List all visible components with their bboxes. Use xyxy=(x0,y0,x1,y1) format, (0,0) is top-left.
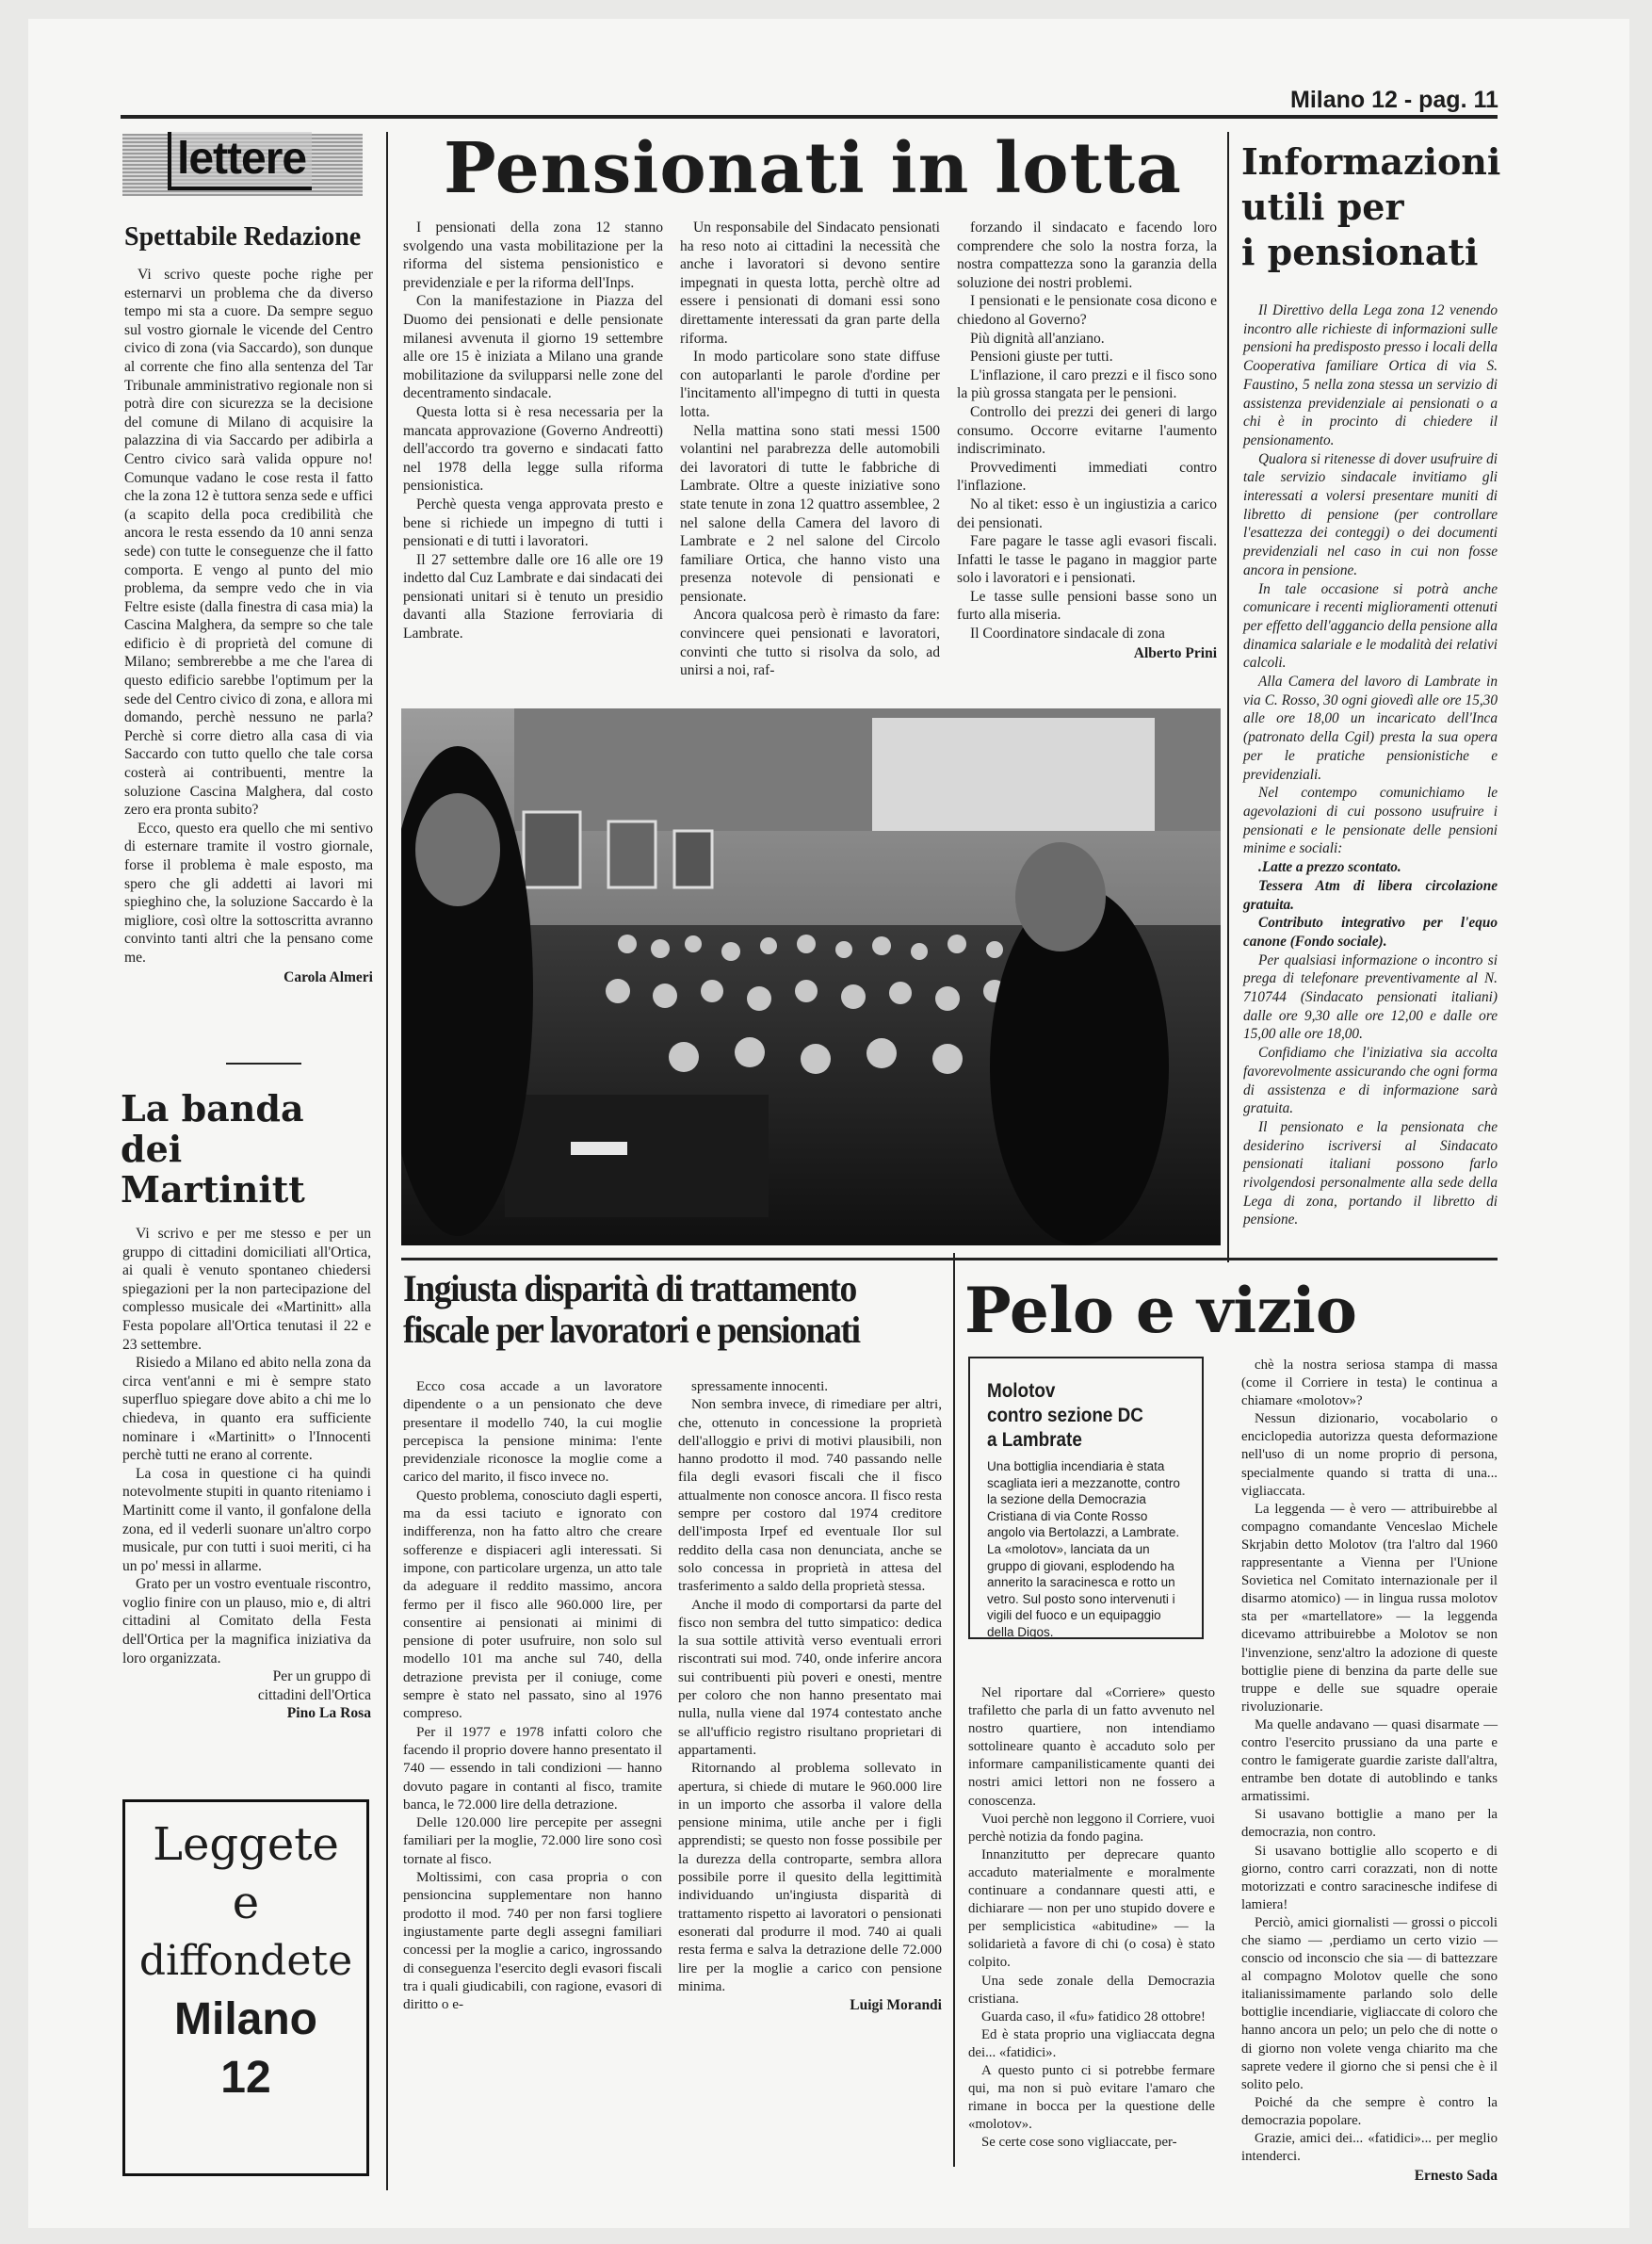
letter-paragraph: La cosa in questione ci ha quindi notevolmente stupiti in quanto riteniamo i Martinitt come il vanto, il gonfalone della zona, ed il vederli suonare un'altro corpo musicale, pur con tutti i suoi meriti, ci ha un po' messi in allarme. xyxy=(122,1465,371,1574)
info-body xyxy=(1243,301,1498,1229)
column-rule xyxy=(953,1253,955,2167)
clipping-title xyxy=(987,1379,1167,1453)
article-paragraph: Più dignità all'anziano. xyxy=(970,330,1105,347)
letter-paragraph: Vi scrivo queste poche righe per esternarvi un problema che da diverso tempo mi sta a cuore. Da sempre seguo sul vostro giornale le vicende del Centro civico di zona (via Saccardo), son dunque al corrente che fino alla sentenza del Tar Tribunale amministrativo regionale non si potrà dire con sicurezza se la decisione del comune di Milano di acquisire la palazzina di via Saccardo per adibirla a Centro civico sarà valida oppure no! Comunque vadano le cose resta il fatto che la zona 12 è tuttora senza sede e uffici (a scapito della poca credibilità che ancora le resta essendo da 10 anni senza sede) con tutte le conseguenze che il fatto comporta. E vengo al punto del mio problema, da sempre vedo che in via Feltre esiste (dalla finestra di casa mia) la Cascina Malghera, da sempre so che tale edificio è di proprietà del comune di Milano; sembrerebbe a me che l'area di questo edificio sarebbe l'optimum per la sede del Centro civico di zona, e allora mi domando, perchè nessuno ne parla? Perchè si corre dietro alla casa di via Saccardo con tutto quello che tale corsa costerà ai contribuenti, mentre la soluzione Cascina Malghera, dal costo zero era pronta subito? xyxy=(124,267,373,819)
article-signature: Luigi Morandi xyxy=(850,1997,942,2014)
article-paragraph: Nella mattina sono stati messi 1500 volantini nel parabrezza delle automobili dei lavoratori di tutte le fabbriche di Lambrate. Oltre a queste iniziative sono state tenute in zona 12 quattro assemblee, 2 nel salone della Camera del lavoro di Lambrate e 2 nel salone del Circolo familiare Ortica, che hanno visto una presenza notevole di pensionati e pensionate. xyxy=(680,422,940,605)
article-paragraph: Grazie, amici dei... «fatidici»... per meglio intenderci. xyxy=(1241,2131,1498,2165)
letter-paragraph: Risiedo a Milano ed abito nella zona da circa vent'anni e mi è sempre stato superfluo spiegare dove abito a chi me lo chiedeva, in quanto era sufficiente nominare i «Martinitt» o l'Innocenti perchè tutti ne erano al corrente. xyxy=(122,1355,371,1464)
article-column xyxy=(403,1377,662,2013)
article-paragraph: I pensionati e le pensionate cosa dicono e chiedono al Governo? xyxy=(957,293,1217,328)
article-paragraph: Poiché da che sempre è contro la democrazia popolare. xyxy=(1241,2094,1498,2128)
promo-line: e xyxy=(232,1877,260,1929)
clipping-title-line: a Lambrate xyxy=(987,1429,1082,1451)
article-paragraph: Ancora qualcosa però è rimasto da fare: convincere quei pensionati e lavoratori, convinti che tutto si risolva da solo, ad unirsi a noi, raf- xyxy=(680,607,940,679)
article-paragraph: Controllo dei prezzi dei generi di largo consumo. Occorre evitarne l'aumento indiscriminato. xyxy=(957,403,1217,458)
article-paragraph: Si usavano bottiglie allo scoperto e di giorno, contro carri corazzati, non di notte motorizzati e contro saracinesche indifese di lamiera! xyxy=(1241,1843,1498,1912)
headline-line: Ingiusta disparità di trattamento xyxy=(403,1267,856,1309)
headline-line: fiscale per lavoratori e pensionati xyxy=(403,1309,860,1351)
article-paragraph: L'inflazione, il caro prezzi e il fisco sono la più grossa stangata per le pensioni. xyxy=(957,366,1217,402)
info-benefit: .Latte a prezzo scontato. xyxy=(1258,859,1401,876)
info-paragraph: Qualora si ritenesse di dover usufruire di tale servizio sindacale invitiamo gli interessati a volersi presentare muniti di libretto di pensione (per controllare l'esattezza dei conteggi) o dei documenti previdenziali nel caso in cui non fosse ancora in pensione. xyxy=(1243,450,1498,578)
article-paragraph: Anche il modo di comportarsi da parte del fisco non sembra del tutto simpatico: dedica la sua sottile attività verso eventuali errori riscontrati sui mod. 740, onde inferire ancora sui contribuenti più poveri e onesti, mentre per coloro che non hanno presentato mai nulla, nulla viene dal 1974 contestato anche se all'ufficio registro risultano proprietari di appartamenti. xyxy=(678,1596,942,1758)
article-paragraph: Con la manifestazione in Piazza del Duomo dei pensionati e delle pensionate milanesi avvenuta il giorno 19 settembre alle ore 15 è iniziata a Milano una grande mobilitazione da svilupparsi nelle zone del decentramento sindacale. xyxy=(403,293,663,402)
article-paragraph: Delle 120.000 lire percepite per assegni familiari per la moglie, 72.000 lire sono così tornate al fisco. xyxy=(403,1814,662,1867)
info-paragraph: Il pensionato e la pensionata che desiderino iscriversi al Sindacato pensionati italiani possono farlo rivolgendosi personalmente alla sede della Lega di zona, portando il libretto di pensione. xyxy=(1243,1118,1498,1228)
divider xyxy=(226,1063,301,1065)
article-paragraph: Provvedimenti immediati contro l'inflazione. xyxy=(957,459,1217,495)
headline-line: utili per xyxy=(1241,186,1404,228)
article-paragraph: Non sembra invece, di rimediare per altri, che, ottenuto in concessione la proprietà dell'alloggio e privi di motivi plausibili, non hanno prodotto il mod. 740 passando nelle fila degli evasori fiscali che il fisco attualmente non conosce ancora. Il fisco resta sempre per costoro dal 1974 creditore dell'imposta Irpef ed eventuale Ilor sul reddito della casa non denunciata, anche se solo concessa in proprietà in attesa del trasferimento a saldo della proprietà stessa. xyxy=(678,1396,942,1595)
article-paragraph: Perciò, amici giornalisti — grossi o piccoli che siamo — ,perdiamo un certo vizio — conscio od inconscio che sia — di battezzare al compagno Molotov quelle che sono italianissimamente parlando solo delle bottiglie incendiarie, vigliaccate di coloro che hanno ancora un pelo; un pelo che di notte o di giorno non volete venga chiarito ma che saprete vedere il giorno che si pensi che è il solito pelo. xyxy=(1241,1914,1498,2092)
article-paragraph: Il Coordinatore sindacale di zona xyxy=(970,626,1165,642)
header-rule xyxy=(121,115,1498,119)
article-column xyxy=(680,219,940,680)
article-paragraph: Moltissimi, con casa propria o con pensioncina supplementare non hanno prodotto il mod. 740 per non farsi togliere ingiustamente parte degli assegni familiari concessi per la moglie a carico, ingrossando di conseguenza l'esercito degli evasori fiscali tra i quali giudicabili, con ragione, evasori di diritto o e- xyxy=(403,1869,662,2013)
news-clipping xyxy=(968,1357,1204,1639)
article-paragraph: Il 27 settembre dalle ore 16 alle ore 19 indetto dal Cuz Lambrate e dai sindacati dei pensionati unitari si è tenuto un presidio davanti alla Stazione ferroviaria di Lambrate. xyxy=(403,551,663,642)
info-paragraph: Alla Camera del lavoro di Lambrate in via C. Rosso, 30 ogni giovedì alle ore 15,30 alle ore 18,00 un incaricato dell'Inca (patronato della Cgil) presta la sua opera per le pratiche pensionistiche e previdenziali. xyxy=(1243,674,1498,783)
headline-line: Informazioni xyxy=(1241,140,1501,183)
info-paragraph: Il Direttivo della Lega zona 12 venendo incontro alle richieste di informazioni sulle pensioni ha predisposto presso i locali della Cooperativa familiare Ortica di via S. Faustino, 5 nella zona stessa un servizio di assistenza previdenziale ai pensionati o a chi è in procinto di chiedere il pensionamento. xyxy=(1243,302,1498,448)
clipping-body: Una bottiglia incendiaria è stata scagliata ieri a mezzanotte, contro la sezione della Democrazia Cristiana di via Conte Rosso angolo via Bertolazzi, a Lambrate. La «molotov», lanciata da un gruppo di giovani, esplodendo ha annerito la saracinesca e rotto un vetro. Sul posto sono intervenuti i vigili del fuoco e un equipaggio della Digos. xyxy=(987,1459,1180,1639)
article-paragraph: Fare pagare le tasse agli evasori fiscali. Infatti le tasse le pagano in maggior parte solo i lavoratori e i pensionati. xyxy=(957,533,1217,587)
article-paragraph: Le tasse sulle pensioni basse sono un furto alla miseria. xyxy=(957,588,1217,624)
article-paragraph: Questa lotta si è resa necessaria per la mancata approvazione (Governo Andreotti) dell'accordo tra governo e sindacati fatto nel 1978 della legge sulla riforma pensionistica. xyxy=(403,403,663,495)
letter-body xyxy=(124,266,373,986)
article-paragraph: A questo punto ci si potrebbe fermare qui, ma non si può evitare l'amaro che rimane in bocca per la questione delle «molotov». xyxy=(968,2062,1215,2133)
article-column xyxy=(1241,1357,1498,2185)
article-paragraph: spressamente innocenti. xyxy=(691,1378,829,1394)
promo-line: diffondete xyxy=(138,1937,353,1985)
letter-signature: Pino La Rosa xyxy=(286,1705,371,1722)
info-paragraph: Nel contempo comunichiamo le agevolazioni di cui possono usufruire i pensionati e le pensionate delle pensioni minime e sociali: xyxy=(1243,785,1498,857)
article-paragraph: Questo problema, conosciuto dagli esperti, ma da essi taciuto e ignorato con indifferenza, non ha fatto altro che creare sofferenze e dispiaceri agli interessati. Si impone, con particolare urgenza, un atto tale da adeguare il reddito massimo, ancora fermo per il fisco alle 960.000 lire, per consentire ai pensionati ai minimi di pensione di poter usufruire, non solo sul modello 101 ma anche sul 740, della detrazione prevista per il coniuge, come sempre è stato nel passato, sino al 1976 compreso. xyxy=(403,1487,662,1722)
clipping-title-line: contro sezione DC xyxy=(987,1405,1143,1426)
photo-illustration xyxy=(401,708,1221,1245)
article-signature: Alberto Prini xyxy=(1133,644,1217,661)
info-paragraph: Per qualsiasi informazione o incontro si prega di telefonare preventivamente al N. 710744 (Sindacato pensionati italiani) dalle ore 9,30 alle ore 12,00 e dalle ore 15,00 alle ore 18,00. xyxy=(1243,951,1498,1043)
info-paragraph: Confidiamo che l'iniziativa sia accolta favorevolmente assicurando che ogni forma di assistenza e di informazione sarà gratuita. xyxy=(1243,1045,1498,1117)
promo-line: Milano xyxy=(174,1994,317,2044)
article-paragraph: Guarda caso, il «fu» fatidico 28 ottobre! xyxy=(981,2008,1206,2024)
clipping-title-line: Molotov xyxy=(987,1380,1056,1402)
info-headline xyxy=(1241,139,1501,275)
signature-line: cittadini dell'Ortica xyxy=(257,1686,371,1703)
letter-title: Spettabile Redazione xyxy=(124,222,362,252)
main-headline: Pensionati in lotta xyxy=(444,128,1182,209)
letter-title-text: La banda dei Martinitt xyxy=(121,1087,305,1211)
article-paragraph: Ed è stata proprio una vigliaccata degna dei... «fatidici». xyxy=(968,2026,1215,2060)
promo-line: 12 xyxy=(220,2053,271,2103)
article-column xyxy=(678,1377,942,2014)
info-benefit: Contributo integrativo per l'equo canone (Fondo sociale). xyxy=(1243,915,1498,950)
article-column xyxy=(403,219,663,643)
promo-box xyxy=(122,1799,369,2176)
article-paragraph: chè la nostra seriosa stampa di massa (come il Corriere in testa) le continua a chiamare «molotov»? xyxy=(1241,1358,1498,1409)
letter-paragraph: Ecco, questo era quello che mi sentivo di esternare tramite il vostro giornale, forse il problema è male esposto, ma spero che gli addetti ai lavori mi spieghino che, la soluzione Saccardo è la migliore, così oltre la sottoscritta avranno convinto tanti altri che la pensano come me. xyxy=(124,820,373,966)
article-paragraph: No al tiket: esso è un ingiustizia a carico dei pensionati. xyxy=(957,496,1217,531)
fisc-headline xyxy=(403,1268,916,1351)
section-rule xyxy=(401,1258,1498,1260)
column-rule xyxy=(386,132,388,2190)
article-paragraph: Nel riportare dal «Corriere» questo trafiletto che parla di un fatto avvenuto nel nostro quartiere, non intendiamo sottolineare quanto è accaduto solo per informare campanilisticamente quanti dei nostri amici lettori non ne fossero a conoscenza. xyxy=(968,1685,1215,1809)
article-paragraph: Ritornando al problema sollevato in apertura, si chiede di mutare le 960.000 lire in un importo che assorba il valore della pensione minima, utile anche per i figli apprendisti; se questo non fosse possibile per la durezza della controparte, sembra allora possibile porre il quesito della legittimità individuando un'ingiusta disparità di trattamento rispetto ai lavoratori o pensionati esonerati dal produrre il mod. 740 ai quali resta ferma e salva la detrazione delle 72.000 lire per la moglie a carico con pensione minima. xyxy=(678,1760,942,1994)
info-paragraph: In tale occasione si potrà anche comunicare i recenti miglioramenti ottenuti per effetto dell'aggancio della pensione alla dinamica salariale e le modalità dei relativi calcoli. xyxy=(1243,580,1498,672)
article-column xyxy=(968,1684,1215,2152)
article-paragraph: Se certe cose sono vigliaccate, per- xyxy=(981,2135,1177,2151)
info-benefit: Tessera Atm di libera circolazione gratuita. xyxy=(1243,877,1498,913)
letter-paragraph: Vi scrivo e per me stesso e per un gruppo di cittadini domiciliati all'Ortica, ai quali è venuto spontaneo chiedersi spiegazioni per la non partecipazione del complesso musicale dei «Martinitt» alla Festa popolare all'Ortica tenutasi il 22 e 23 settembre. xyxy=(122,1226,371,1353)
section-tab-label: lettere xyxy=(168,132,312,190)
letter-body xyxy=(122,1225,371,1723)
letter-title xyxy=(121,1088,375,1210)
article-paragraph: Innanzitutto per deprecare quanto accaduto materialmente e moralmente continuare a condannare questi atti, e dichiarare — non per uno stupido dovere e per semplicistica «abitudine» — la solidarietà a favore di chi (o cosa) è stato colpito. xyxy=(968,1846,1215,1971)
signature-line: Per un gruppo di xyxy=(272,1668,371,1685)
article-paragraph: forzando il sindacato e facendo loro comprendere che solo la nostra forza, la nostra compattezza sono la garanzia della soluzione dei nostri problemi. xyxy=(957,220,1217,291)
column-rule xyxy=(1227,132,1229,1262)
article-paragraph: Per il 1977 e 1978 infatti coloro che facendo il proprio dovere hanno presentato il 740 — essendo in tali condizioni — hanno dovuto pagare in contanti al fisco, tramite banca, le 72.000 lire della detrazione. xyxy=(403,1723,662,1813)
article-paragraph: I pensionati della zona 12 stanno svolgendo una vasta mobilitazione per la riforma del sistema pensionistico e previdenziale e per la riforma dell'Inps. xyxy=(403,220,663,291)
article-paragraph: Si usavano bottiglie a mano per la democrazia, non contro. xyxy=(1241,1807,1498,1841)
article-column xyxy=(957,219,1217,662)
article-paragraph: Pensioni giuste per tutti. xyxy=(970,349,1113,366)
page-number-label: Milano 12 - pag. 11 xyxy=(1290,87,1498,113)
article-signature: Ernesto Sada xyxy=(1414,2168,1498,2185)
pelo-headline: Pelo e vizio xyxy=(964,1274,1357,1347)
assembly-photo xyxy=(401,708,1221,1245)
promo-line: Leggete xyxy=(153,1818,339,1871)
article-paragraph: Ecco cosa accade a un lavoratore dipendente o a un pensionato che deve presentare il modello 740, la cui moglie percepisca la pensione minima: l'ente previdenziale riconosce la moglie come a carico del marito, il fisco invece no. xyxy=(403,1378,662,1486)
article-paragraph: Vuoi perchè non leggono il Corriere, vuoi perchè notizia da fondo pagina. xyxy=(968,1811,1215,1845)
article-paragraph: La leggenda — è vero — attribuirebbe al compagno comandante Venceslao Michele Skrjabin detto Molotov (tra l'altro dal 1960 rappresentante a Vienna per l'Unione Sovietica nel Comitato internazionale per il disarmo atomico) — in lingua russa molotov sta per «martellatore» — la leggenda dicevamo attribuirebbe a Molotov se non l'invenzione, senz'altro la adozione di queste bottiglie piene di benzina da parte delle sue truppe e delle sue squadre operaie rivoluzionarie. xyxy=(1241,1501,1498,1715)
letter-paragraph: Grato per un vostro eventuale riscontro, voglio finire con un plauso, mio e, di altri cittadini al Comitato della Festa dell'Ortica per la magnifica iniziativa da loro organizzata. xyxy=(122,1576,371,1667)
article-paragraph: In modo particolare sono state diffuse con autoparlanti le parole d'ordine per l'incitamento all'impegno di tutti in questa lotta. xyxy=(680,349,940,420)
article-paragraph: Nessun dizionario, vocabolario o enciclopedia autorizza questa deformazione nell'uso di un nome proprio di persona, specialmente quando si tratta di una... vigliaccata. xyxy=(1241,1411,1498,1499)
article-paragraph: Una sede zonale della Democrazia cristiana. xyxy=(968,1973,1215,2007)
headline-line: i pensionati xyxy=(1241,231,1479,273)
letter-signature: Carola Almeri xyxy=(283,968,373,985)
article-paragraph: Perchè questa venga approvata presto e bene si richiede un impegno di tutti i pensionati e di tutti i lavoratori. xyxy=(403,496,663,550)
article-paragraph: Ma quelle andavano — quasi disarmate — contro l'esercito prussiano da una parte e contro le famigerate guardie zariste dall'altra, entrambe ben dotate di autoblindo e tanks armatissimi. xyxy=(1241,1716,1498,1805)
article-paragraph: Un responsabile del Sindacato pensionati ha reso noto ai cittadini la necessità che anche i lavoratori si devono sentire impegnati in questa lotta, perchè oltre ad essere i pensionati di domani essi sono direttamente interessati da gran parte della riforma. xyxy=(680,220,940,347)
